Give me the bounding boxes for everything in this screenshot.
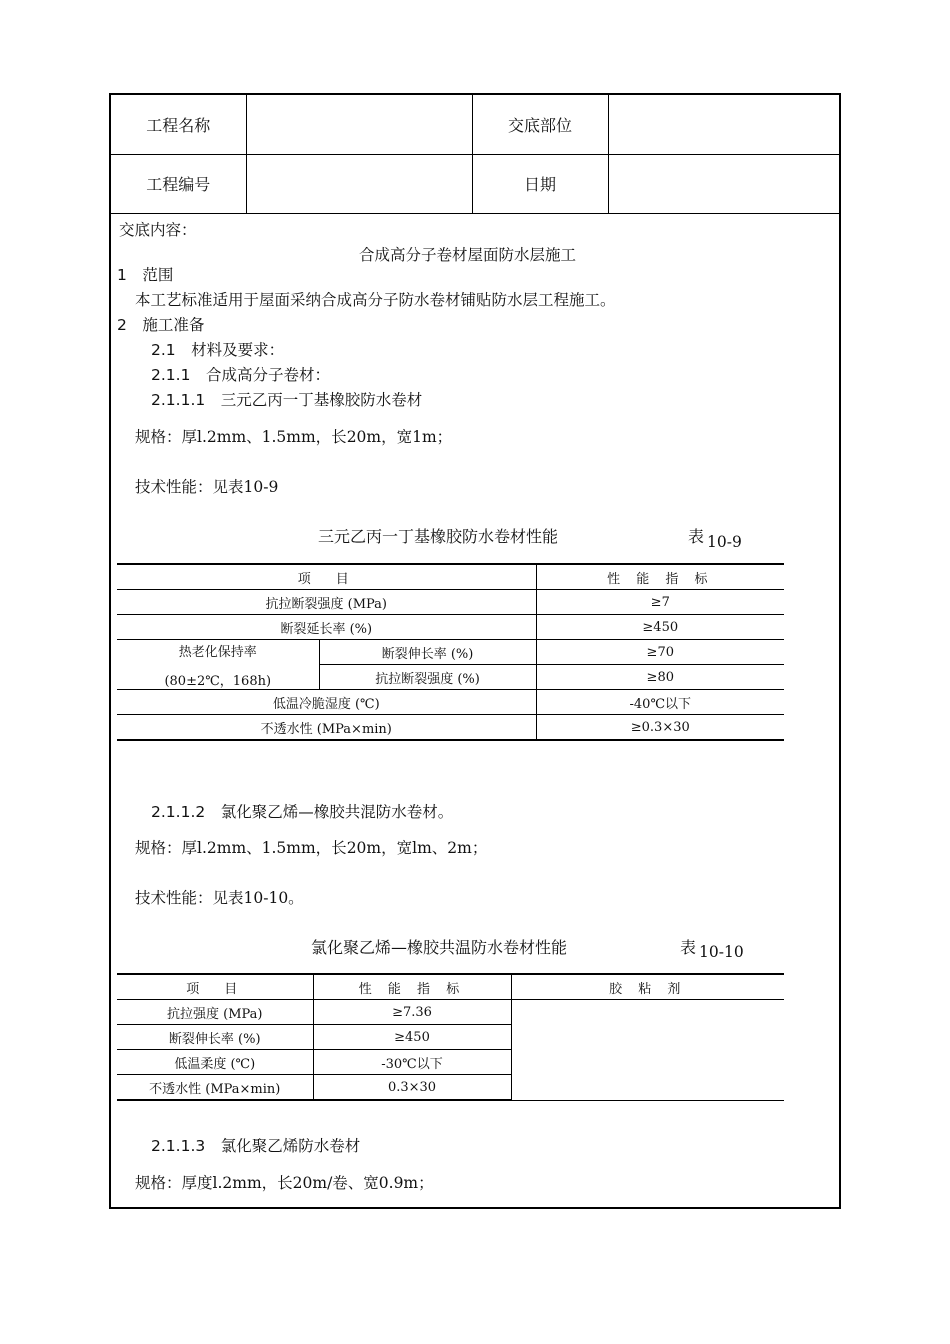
spec-3: 规格：厚度l.2mm，长20m/卷、宽0.9m； — [135, 1174, 434, 1192]
spec-1: 规格：厚l.2mm、1.5mm，长20m，宽1m； — [135, 428, 453, 446]
part-label: 交底部位 — [472, 95, 608, 154]
col-value-header: 性 能 指 标 — [536, 564, 784, 590]
table1-word: 表 — [688, 527, 705, 546]
row-value: ≥80 — [536, 665, 784, 690]
spec-2: 规格：厚l.2mm、1.5mm，长20m，宽lm、2m； — [135, 839, 488, 857]
table-row — [117, 715, 784, 741]
row-item: 不透水性 (MPa×min) — [117, 1075, 313, 1101]
row-group-line1: 热老化保持率 — [178, 644, 257, 660]
row-value: ≥7.36 — [313, 1000, 511, 1025]
project-no-value — [246, 154, 472, 213]
row-value: 0.3×30 — [313, 1075, 511, 1101]
row-item: 低温柔度 (℃) — [117, 1050, 313, 1075]
table1-caption: 三元乙丙一丁基橡胶防水卷材性能 — [318, 527, 559, 546]
table-header-row — [117, 564, 784, 590]
header-table — [111, 95, 839, 214]
table2-number: 10-10 — [699, 943, 744, 961]
row-value: ≥7 — [536, 590, 784, 615]
row-item: 不透水性 (MPa×min) — [117, 715, 536, 741]
project-name-label: 工程名称 — [111, 95, 246, 154]
table2-word: 表 — [680, 938, 697, 957]
row-group — [117, 640, 319, 690]
row-item: 抗拉强度 (MPa) — [117, 1000, 313, 1025]
table1-number: 10-9 — [707, 533, 742, 551]
row-value: ≥70 — [536, 640, 784, 665]
part-value — [608, 95, 839, 154]
table-header-row — [117, 974, 784, 1000]
section-2-heading: 2 施工准备 — [117, 316, 205, 334]
section-1-text: 本工艺标准适用于屋面采纳合成高分子防水卷材铺贴防水层工程施工。 — [135, 291, 616, 309]
section-2-1-1-3: 2.1.1.3 氯化聚乙烯防水卷材 — [151, 1137, 361, 1155]
row-item: 低温冷脆湿度 (℃) — [117, 690, 536, 715]
row-group-line2: (80±2℃，168h) — [164, 673, 272, 689]
perf-1: 技术性能：见表10-9 — [135, 478, 279, 496]
col-item-header: 项 目 — [117, 564, 536, 590]
row-value: ≥450 — [313, 1025, 511, 1050]
table-row — [117, 1000, 784, 1025]
table2-caption: 氯化聚乙烯—橡胶共温防水卷材性能 — [311, 938, 568, 957]
col-value-header: 性 能 指 标 — [313, 974, 511, 1000]
perf-2: 技术性能：见表10-10。 — [135, 889, 304, 907]
date-value — [608, 154, 839, 213]
row-subitem: 抗拉断裂强度 (%) — [319, 665, 536, 690]
document-title: 合成高分子卷材屋面防水层施工 — [359, 246, 577, 264]
glue-cell — [511, 1000, 784, 1101]
row-item: 断裂伸长率 (%) — [117, 1025, 313, 1050]
row-value: ≥450 — [536, 615, 784, 640]
row-item: 断裂延长率 (%) — [117, 615, 536, 640]
row-item: 抗拉断裂强度 (MPa) — [117, 590, 536, 615]
col-item-header: 项 目 — [117, 974, 313, 1000]
table-10-10 — [117, 973, 784, 1101]
table-row — [117, 690, 784, 715]
section-1-heading: 1 范围 — [117, 266, 174, 284]
table-row — [117, 590, 784, 615]
table-row — [117, 615, 784, 640]
project-no-label: 工程编号 — [111, 154, 246, 213]
row-value: -30℃以下 — [313, 1050, 511, 1075]
col-glue-header: 胶 粘 剂 — [511, 974, 784, 1000]
row-subitem: 断裂伸长率 (%) — [319, 640, 536, 665]
section-2-1-1-1: 2.1.1.1 三元乙丙一丁基橡胶防水卷材 — [151, 391, 423, 409]
section-2-1-1-2: 2.1.1.2 氯化聚乙烯—橡胶共混防水卷材。 — [151, 803, 454, 821]
row-value: ≥0.3×30 — [536, 715, 784, 741]
intro-label: 交底内容： — [119, 221, 197, 239]
project-name-value — [246, 95, 472, 154]
table-10-9 — [117, 563, 784, 741]
table-row — [117, 640, 784, 665]
section-2-1: 2.1 材料及要求： — [151, 341, 285, 359]
date-label: 日期 — [472, 154, 608, 213]
section-2-1-1: 2.1.1 合成高分子卷材： — [151, 366, 330, 384]
row-value: -40℃以下 — [536, 690, 784, 715]
